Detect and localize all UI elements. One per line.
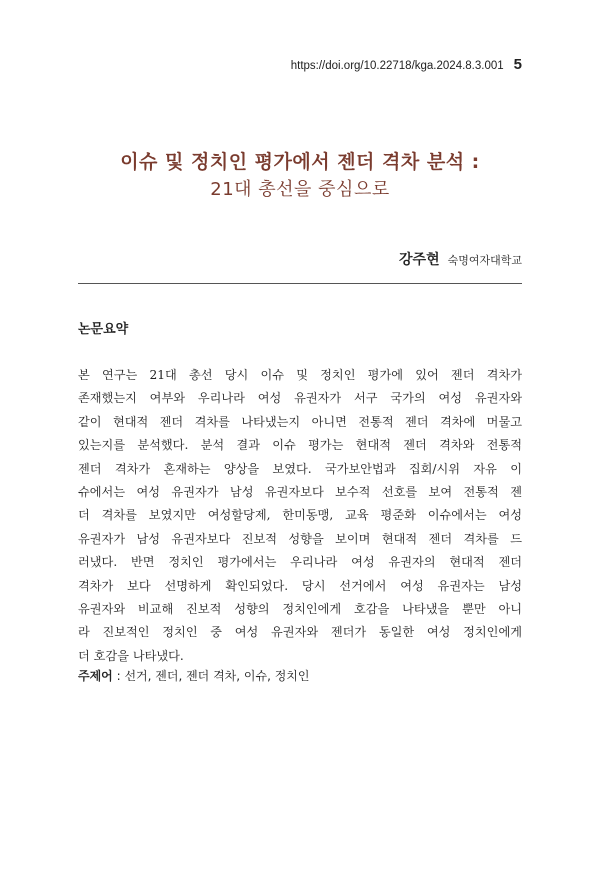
author-affiliation: 숙명여자대학교 [447,254,522,267]
author-name: 강주현 [399,252,440,268]
abstract-line: 슈에서는 여성 유권자가 남성 유권자보다 보수적 선호를 보여 전통적 젠 [78,484,522,499]
abstract-line: 본 연구는 21대 총선 당시 이슈 및 정치인 평가에 있어 젠더 격차가 [78,368,522,382]
abstract-line: 유권자와 비교해 진보적 성향의 정치인에게 호감을 나타냈을 뿐만 아니 [78,601,522,616]
abstract-line: 같이 현대적 젠더 격차를 나타냈는지 아니면 전통적 젠더 격차에 머물고 [78,414,522,429]
keywords [78,667,309,684]
abstract-line: 젠더 격차가 혼재하는 양상을 보였다. 국가보안법과 집회/시위 자유 이 [78,461,522,476]
abstract-line: 유권자가 남성 유권자보다 진보적 성향을 보이며 현대적 젠더 격차를 드 [78,531,522,546]
doi-link[interactable]: https://doi.org/10.22718/kga.2024.8.3.001 [290,60,504,72]
abstract-line: 격차가 보다 선명하게 확인되었다. 당시 선거에서 여성 유권자는 남성 [78,578,522,593]
abstract-line: 존재했는지 여부와 우리나라 여성 유권자가 서구 국가의 여성 유권자와 [78,391,522,406]
abstract-heading: 논문요약 [78,322,129,337]
header-divider [78,283,522,284]
keywords-values: 선거, 젠더, 젠더 격차, 이슈, 정치인 [124,669,310,683]
abstract-body [78,364,522,668]
keywords-label: 주제어 [78,669,113,683]
abstract-line: 러냈다. 반면 정치인 평가에서는 우리나라 여성 유권자의 현대적 젠더 [78,555,522,570]
keywords-separator: : [112,669,125,683]
abstract-line: 있는지를 분석했다. 분석 결과 이슈 평가는 현대적 젠더 격차와 전통적 [78,438,522,453]
paper-title: 이슈 및 정치인 평가에서 젠더 격차 분석 : [120,151,480,173]
page-number: 5 [513,56,522,73]
paper-subtitle: 21대 총선을 중심으로 [210,179,390,200]
page-header [291,56,522,73]
abstract-line: 더 호감을 나타냈다. [78,648,184,663]
abstract-line: 라 진보적인 정치인 중 여성 유권자와 젠더가 동일한 여성 정치인에게 [78,625,522,640]
author-line [399,249,522,269]
title-block [0,148,600,204]
abstract-line: 더 격차를 보였지만 여성할당제, 한미동맹, 교육 평준화 이슈에서는 여성 [78,508,522,523]
